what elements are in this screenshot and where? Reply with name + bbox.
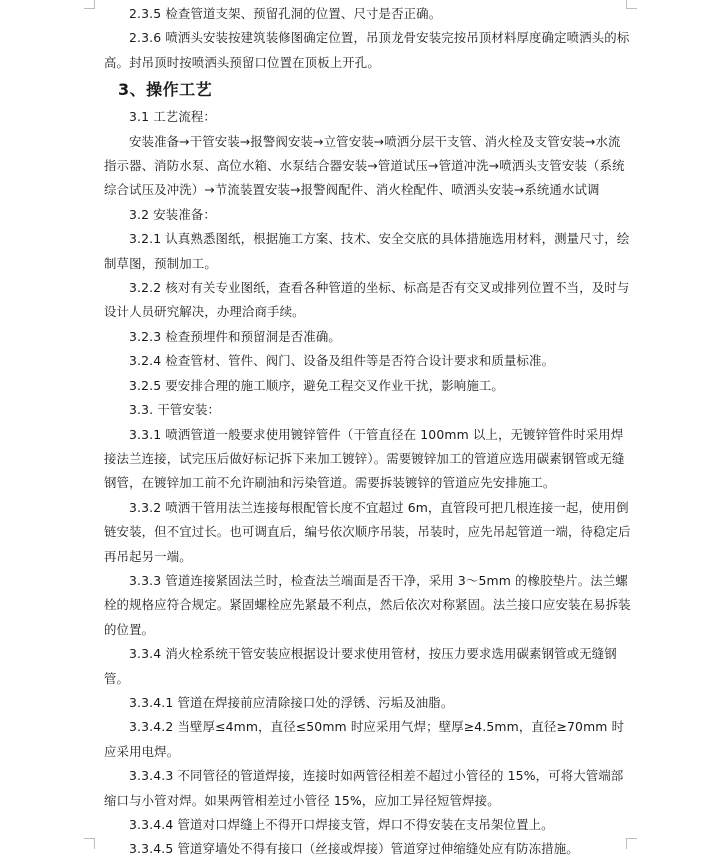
paragraph-3-2-2: 3.2.2 核对有关专业图纸，查看各种管道的坐标、标高是否有交叉或排列位置不当，及时与设计人员研究解决，办理洽商手续。: [104, 280, 630, 320]
paragraph-3-3: 3.3. 干管安装：: [129, 402, 221, 418]
paragraph-3-3-4-1: 3.3.4.1 管道在焊接前应清除接口处的浮锈、污垢及油脂。: [129, 694, 454, 710]
paragraph-3-3-3: 3.3.3 管道连接紧固法兰时，检查法兰端面是否干净，采用 3～5mm 的橡胶垫片。法兰螺栓的规格应符合规定。紧固螺栓应先紧最不利点，然后依次对称紧固。法兰接口应安装在易拆装的位置。: [104, 572, 631, 637]
paragraph-3-2: 3.2 安装准备：: [129, 206, 216, 222]
paragraph-3-3-4-4: 3.3.4.4 管道对口焊缝上不得开口焊接支管，焊口不得安装在支吊架位置上。: [129, 817, 554, 832]
paragraph-3-2-1: 3.2.1 认真熟悉图纸，根据施工方案、技术、安全交底的具体措施选用材料，测量尺寸，绘制草图，预制加工。: [104, 231, 630, 271]
paragraph-3-2-4: 3.2.4 检查管材、管件、阀门、设备及组件等是否符合设计要求和质量标准。: [129, 353, 555, 369]
paragraph-process-flow: 安装准备→干管安装→报警阀安装→立管安装→喷洒分层干支管、消火栓及支管安装→水流指示器、消防水泵、高位水箱、水泵结合器安装→管道试压→管道冲洗→喷洒头支管安装（系统综合试压及冲洗）→节流装置安装→报警阀配件、消火栓配件、喷洒头安装→系统通水试调: [104, 133, 625, 198]
top-left-margin-mark: [84, 0, 95, 9]
document-body: [104, 2, 632, 862]
paragraph-2-3-6: 2.3.6 喷洒头安装按建筑装修图确定位置，吊顶龙骨安装完按吊顶材料厚度确定喷洒头的标高。封吊顶时按喷洒头预留口位置在顶板上开孔。: [104, 30, 630, 70]
paragraph-3-2-5: 3.2.5 要安排合理的施工顺序，避免工程交叉作业干扰，影响施工。: [129, 377, 504, 393]
bottom-left-margin-mark: [84, 838, 95, 849]
paragraph-3-3-1: 3.3.1 喷洒管道一般要求使用镀锌管件（干管直径在 100mm 以上，无镀锌管件时采用焊接法兰连接，试完压后做好标记拆下来加工镀锌）。需要镀锌加工的管道应选用碳素钢管或无缝钢管，在镀锌加工前不允许刷油和污染管道。需要拆装镀锌的管道应先安排施工。: [104, 426, 625, 491]
paragraph-3-3-4-2: 3.3.4.2 当壁厚≤4mm，直径≤50mm 时应采用气焊；壁厚≥4.5mm，直径≥70mm 时应采用电焊。: [104, 719, 625, 759]
paragraph-3-2-3: 3.2.3 检查预埋件和预留洞是否准确。: [129, 328, 341, 344]
paragraph-3-3-2: 3.3.2 喷洒干管用法兰连接每根配管长度不宜超过 6m，直管段可把几根连接一起，使用倒链安装，但不宜过长。也可调直后，编号依次顺序吊装，吊装时，应先吊起管道一端，待稳定后再吊起另一端。: [104, 499, 631, 564]
paragraph-3-3-4: 3.3.4 消火栓系统干管安装应根据设计要求使用管材，按压力要求选用碳素钢管或无缝钢管。: [104, 646, 617, 686]
paragraph-3-3-4-5: 3.3.4.5 管道穿墙处不得有接口（丝接或焊接）管道穿过伸缩缝处应有防冻措施。: [129, 841, 579, 857]
section-heading: 3、操作工艺: [118, 80, 213, 100]
paragraph-3-1: 3.1 工艺流程：: [129, 109, 216, 125]
paragraph-3-3-4-3: 3.3.4.3 不同管径的管道焊接，连接时如两管径相差不超过小管径的 15%，可将大管端部缩口与小管对焊。如果两管相差过小管径 15%，应加工异径短管焊接。: [104, 768, 624, 808]
paragraph-2-3-5: 2.3.5 检查管道支架、预留孔洞的位置、尺寸是否正确。: [129, 6, 442, 21]
